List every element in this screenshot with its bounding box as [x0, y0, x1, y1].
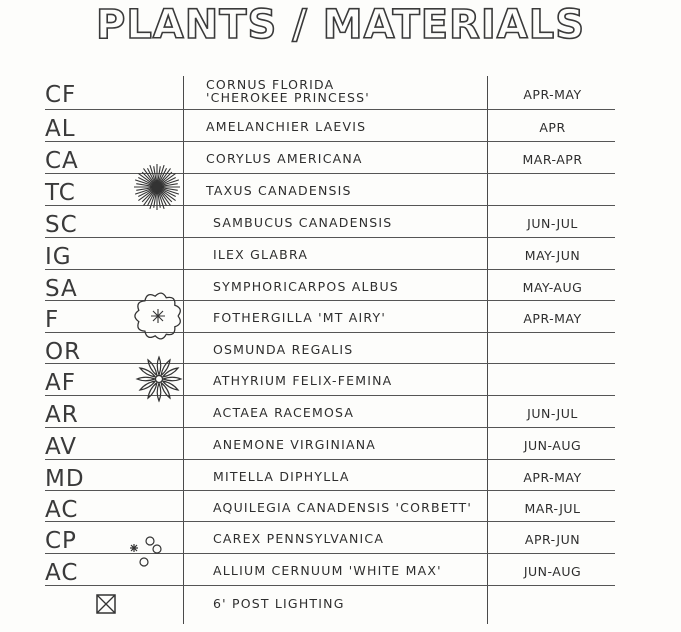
plant-name: TAXUS CANADENSIS	[206, 183, 352, 198]
plant-name: ALLIUM CERNUUM 'WHITE MAX'	[213, 563, 442, 578]
plant-name: ATHYRIUM FELIX-FEMINA	[213, 373, 393, 388]
plant-code: AF	[45, 370, 76, 396]
bloom-period: JUN-JUL	[527, 406, 578, 421]
fern-frond-icon	[134, 354, 184, 404]
plant-code: CF	[45, 82, 77, 108]
plant-name: AMELANCHIER LAEVIS	[206, 119, 367, 134]
plant-code: TC	[45, 180, 76, 206]
bloom-period: JUN-AUG	[523, 438, 582, 453]
bloom-period: MAR-JUL	[524, 501, 581, 516]
plant-name: ACTAEA RACEMOSA	[213, 405, 355, 420]
plant-code: OR	[45, 339, 82, 365]
bloom-period: APR	[539, 120, 566, 135]
bloom-period: MAY-AUG	[522, 280, 583, 295]
plant-name: CAREX PENNSYLVANICA	[213, 531, 385, 546]
plant-name: ILEX GLABRA	[213, 247, 309, 262]
plant-code: CP	[45, 528, 77, 554]
plant-code: SC	[45, 212, 78, 238]
flower-cluster-icon	[133, 290, 183, 342]
boxed-x-icon	[95, 593, 117, 615]
bloom-period: MAY-JUN	[524, 248, 581, 263]
bloom-period: APR-MAY	[523, 311, 582, 326]
starburst-shrub-icon	[132, 162, 182, 212]
plant-code: CA	[45, 148, 79, 174]
plant-code: AR	[45, 402, 79, 428]
bloom-period: APR-MAY	[523, 87, 582, 102]
plant-code: AC	[45, 497, 79, 523]
bloom-period: JUN-AUG	[523, 564, 582, 579]
plant-name: ANEMONE VIRGINIANA	[213, 437, 377, 452]
plant-name: SAMBUCUS CANADENSIS	[213, 215, 393, 230]
page-title: PLANTS / MATERIALS	[96, 2, 585, 48]
bloom-period: APR-MAY	[523, 470, 582, 485]
plant-name: OSMUNDA REGALIS	[213, 342, 354, 357]
plant-name: CORYLUS AMERICANA	[206, 151, 363, 166]
plant-code: AV	[45, 434, 77, 460]
plant-code: AC	[45, 560, 79, 586]
plant-name: FOTHERGILLA 'MT AIRY'	[213, 310, 386, 325]
plant-name: SYMPHORICARPOS ALBUS	[213, 279, 399, 294]
plant-name: CORNUS FLORIDA 'CHEROKEE PRINCESS'	[206, 77, 370, 105]
plant-name: AQUILEGIA CANADENSIS 'CORBETT'	[213, 500, 472, 515]
dotted-sedge-icon	[126, 532, 170, 572]
bloom-period: APR-JUN	[524, 532, 581, 547]
plant-name: MITELLA DIPHYLLA	[213, 469, 350, 484]
plant-name: 6' POST LIGHTING	[213, 596, 345, 611]
bloom-period: JUN-JUL	[527, 216, 578, 231]
plant-code: AL	[45, 116, 76, 142]
bloom-period: MAR-APR	[522, 152, 583, 167]
plant-code: SA	[45, 276, 78, 302]
plant-code: IG	[45, 244, 72, 270]
plant-code: F	[45, 307, 60, 333]
plant-code: MD	[45, 466, 85, 492]
